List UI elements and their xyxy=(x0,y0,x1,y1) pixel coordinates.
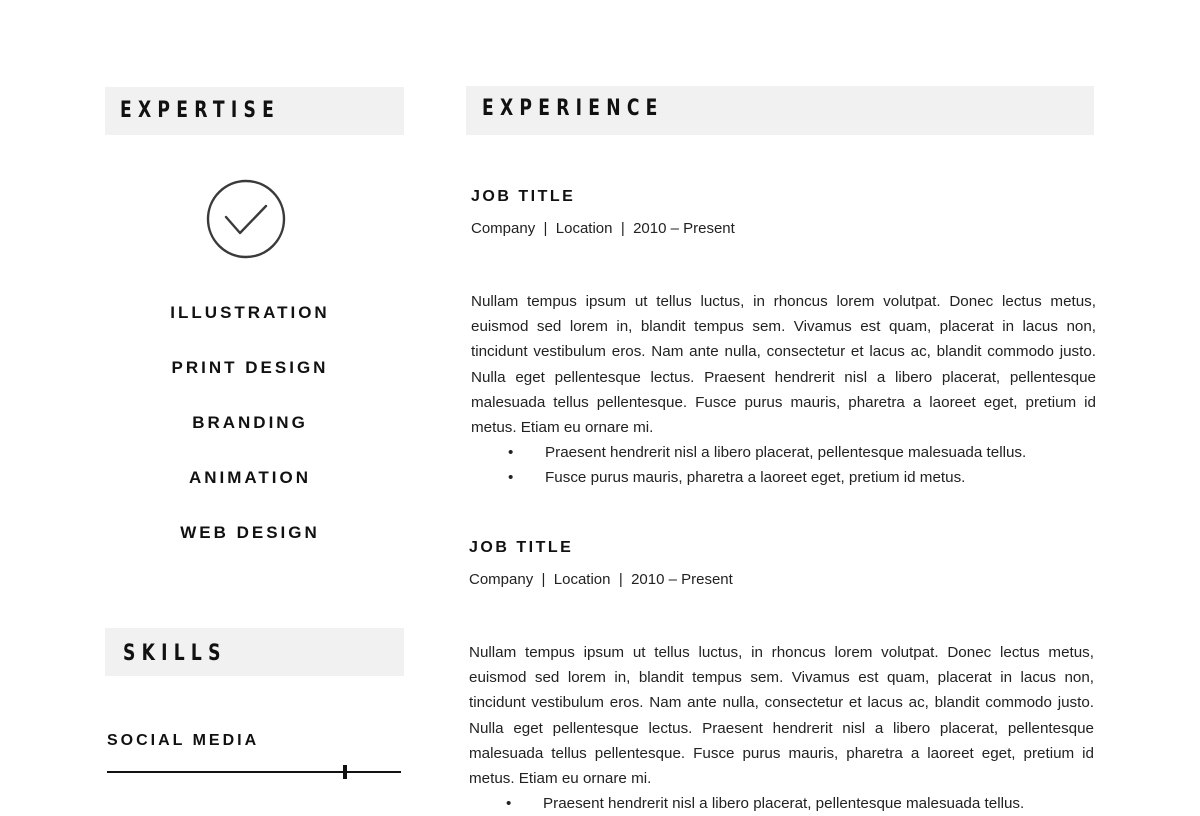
skill-label: SOCIAL MEDIA xyxy=(107,732,260,749)
expertise-item: ILLUSTRATION xyxy=(170,303,330,322)
job-entry xyxy=(471,186,1096,491)
expertise-item: PRINT DESIGN xyxy=(171,358,329,377)
job-location: Location xyxy=(555,220,613,237)
experience-title: EXPERIENCE xyxy=(482,96,664,121)
expertise-item: WEB DESIGN xyxy=(180,523,320,542)
job-location: Location xyxy=(553,571,611,588)
experience-section-header xyxy=(466,86,1094,135)
skill-bar xyxy=(107,771,401,773)
skills-section-header xyxy=(105,628,404,676)
separator: | xyxy=(537,571,550,588)
expertise-item: BRANDING xyxy=(192,413,308,432)
skills-title: SKILLS xyxy=(123,641,227,666)
job-title: JOB TITLE xyxy=(469,539,574,556)
job-bullets xyxy=(471,440,1096,490)
job-description: Nullam tempus ipsum ut tellus luctus, in rhoncus lorem volutpat. Donec lectus metus, euismod sed lorem in, blandit tempus sem. Vivamus est quam, placerat in lacus non, tincidunt vestibulum eros. Nam ante nulla, consectetur et lacus ac, blandit commodo justo. Nulla eget pellentesque lectus. Praesent hendrerit nisl a libero placerat, pellentesque malesuada tellus pellentesque. Fusce purus mauris, pharetra a laoreet eget, pretium id metus. Etiam eu ornare mi. xyxy=(469,644,1094,788)
job-meta xyxy=(471,220,1096,289)
job-dates: 2010 – Present xyxy=(631,571,733,588)
expertise-item: ANIMATION xyxy=(188,468,312,487)
job-bullet: • Praesent hendrerit nisl a libero placerat, pellentesque malesuada tellus. xyxy=(471,440,1096,465)
job-bullets xyxy=(469,791,1094,816)
separator: | xyxy=(539,220,552,237)
job-company: Company xyxy=(469,571,534,588)
job-meta xyxy=(469,571,1094,640)
job-bullet: • Fusce purus mauris, pharetra a laoreet eget, pretium id metus. xyxy=(471,465,1096,490)
expertise-section-header xyxy=(105,87,404,135)
job-description: Nullam tempus ipsum ut tellus luctus, in rhoncus lorem volutpat. Donec lectus metus, euismod sed lorem in, blandit tempus sem. Vivamus est quam, placerat in lacus non, tincidunt vestibulum eros. Nam ante nulla, consectetur et lacus ac, blandit commodo justo. Nulla eget pellentesque lectus. Praesent hendrerit nisl a libero placerat, pellentesque malesuada tellus pellentesque. Fusce purus mauris, pharetra a laoreet eget, pretium id metus. Etiam eu ornare mi. xyxy=(471,293,1096,437)
check-circle-icon xyxy=(206,179,286,259)
job-entry xyxy=(469,537,1094,816)
job-bullet: • Praesent hendrerit nisl a libero placerat, pellentesque malesuada tellus. xyxy=(469,791,1094,816)
job-title: JOB TITLE xyxy=(471,188,576,205)
skill-level-marker xyxy=(343,765,347,779)
separator: | xyxy=(616,220,629,237)
job-company: Company xyxy=(471,220,536,237)
job-dates: 2010 – Present xyxy=(633,220,735,237)
separator: | xyxy=(614,571,627,588)
expertise-list xyxy=(105,303,395,578)
expertise-title: EXPERTISE xyxy=(120,98,281,123)
